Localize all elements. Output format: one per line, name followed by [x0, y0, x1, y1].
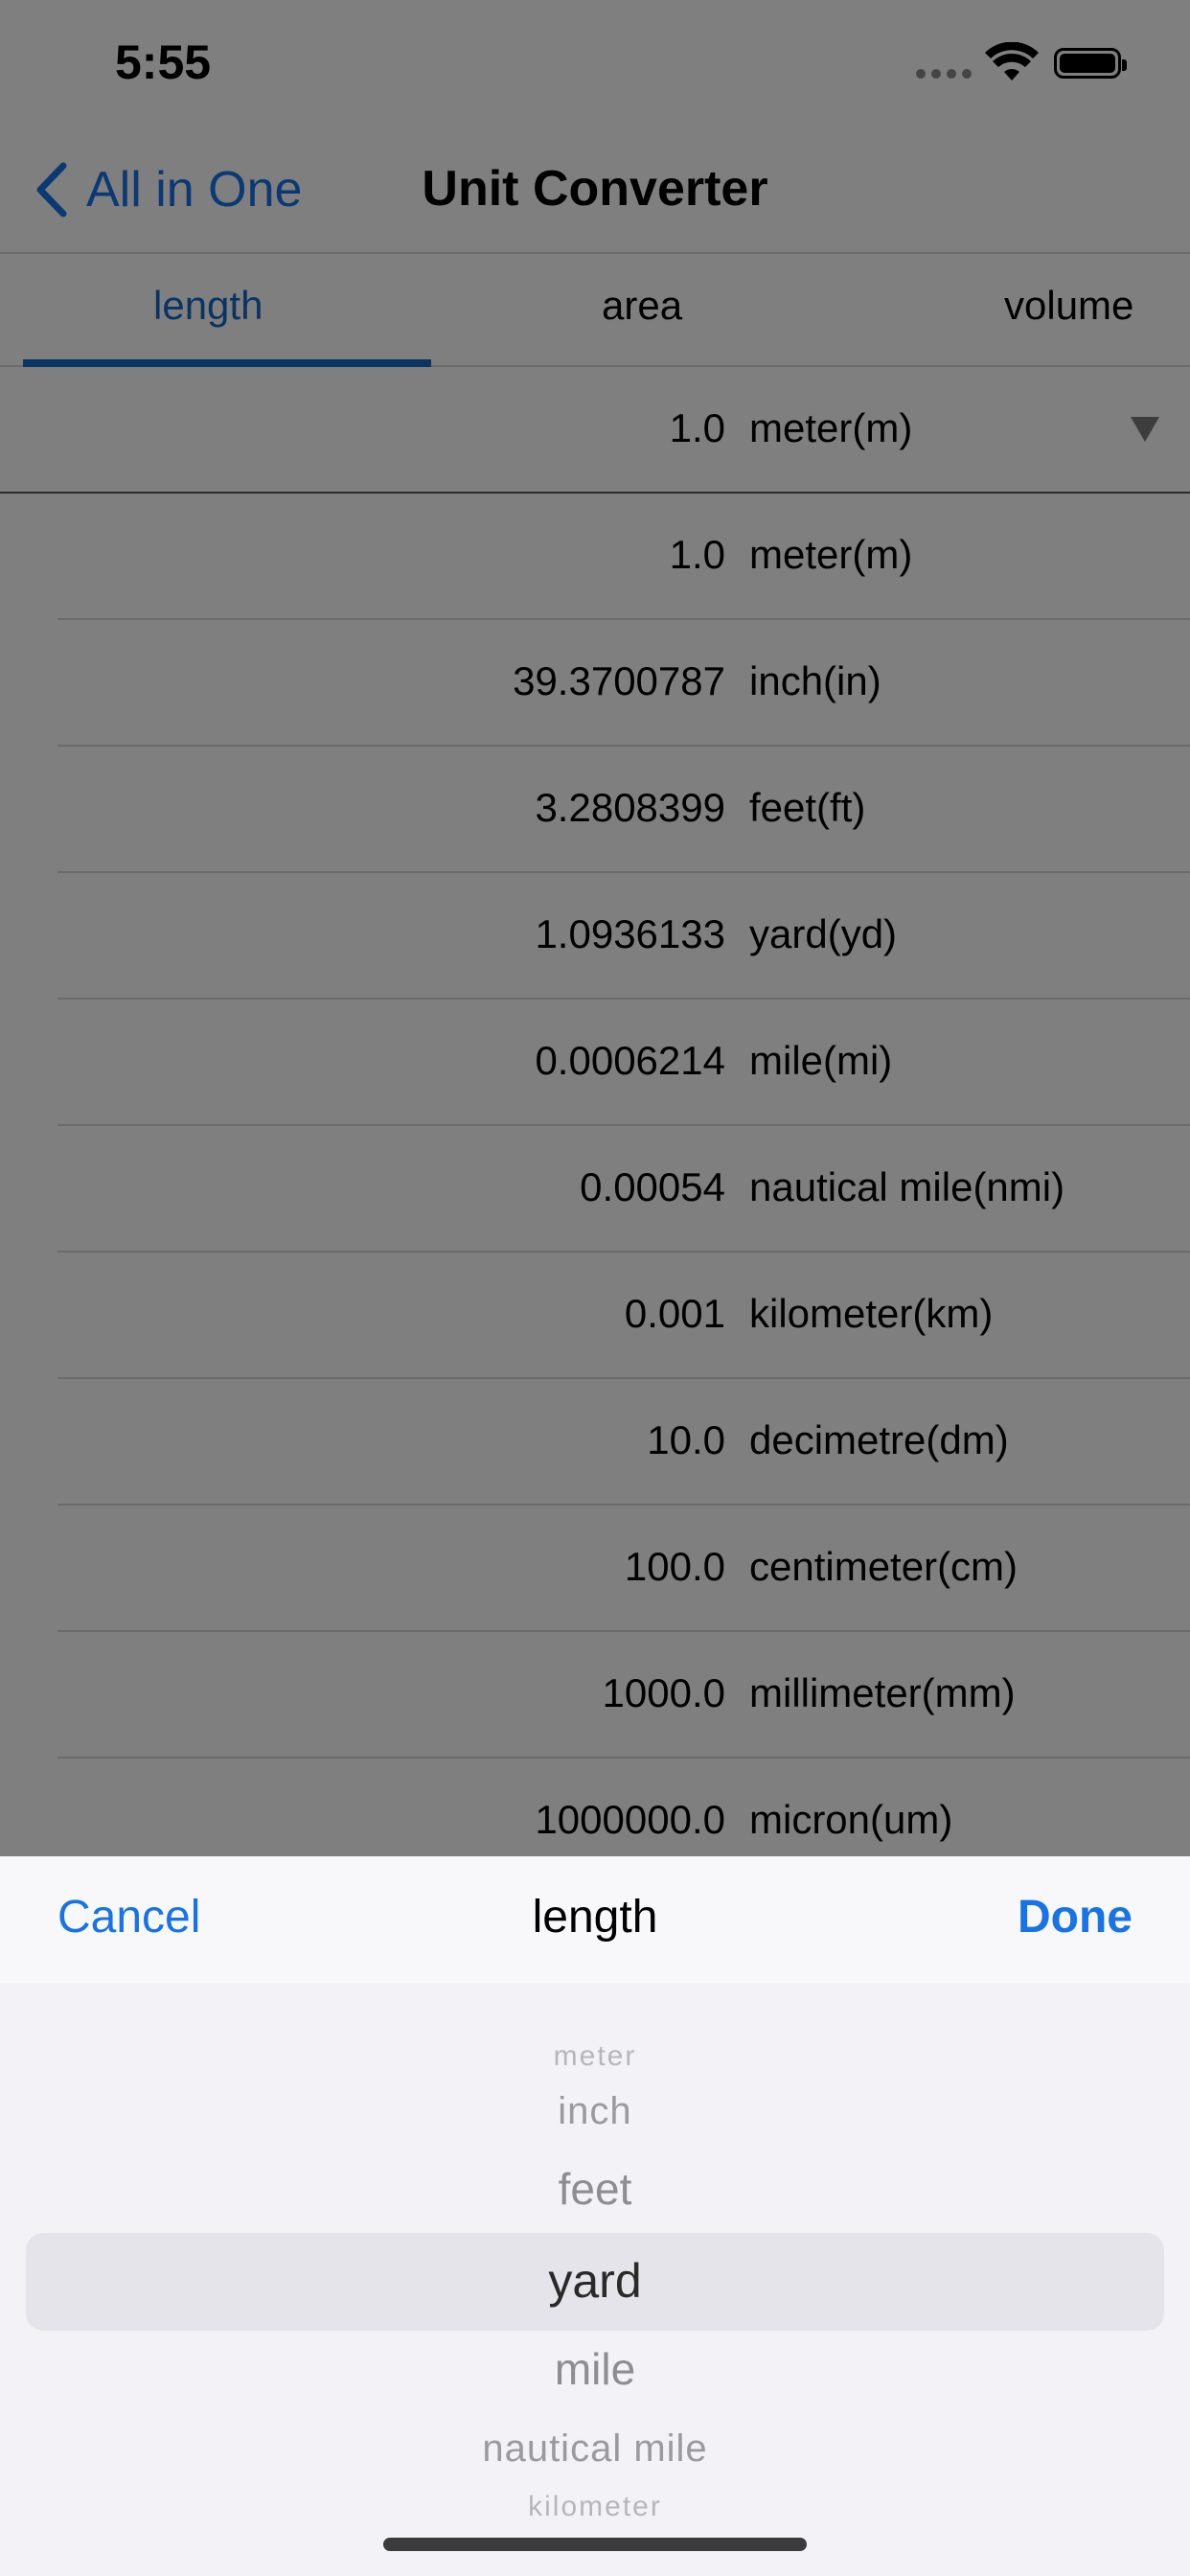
cancel-button[interactable]: Cancel: [57, 1892, 201, 1943]
picker-option[interactable]: mile: [554, 2344, 636, 2394]
picker-option-selected[interactable]: yard: [548, 2254, 642, 2308]
picker-option[interactable]: meter: [553, 2040, 637, 2072]
picker-option[interactable]: inch: [558, 2090, 632, 2132]
home-indicator: [383, 2538, 807, 2551]
unit-picker-wheel[interactable]: [0, 1983, 1190, 2576]
picker-option[interactable]: nautical mile: [482, 2427, 708, 2470]
done-button[interactable]: Done: [1018, 1892, 1133, 1943]
picker-toolbar: [0, 1856, 1190, 1983]
picker-title: length: [532, 1892, 658, 1943]
picker-option[interactable]: feet: [558, 2164, 632, 2214]
picker-option[interactable]: kilometer: [528, 2491, 662, 2522]
